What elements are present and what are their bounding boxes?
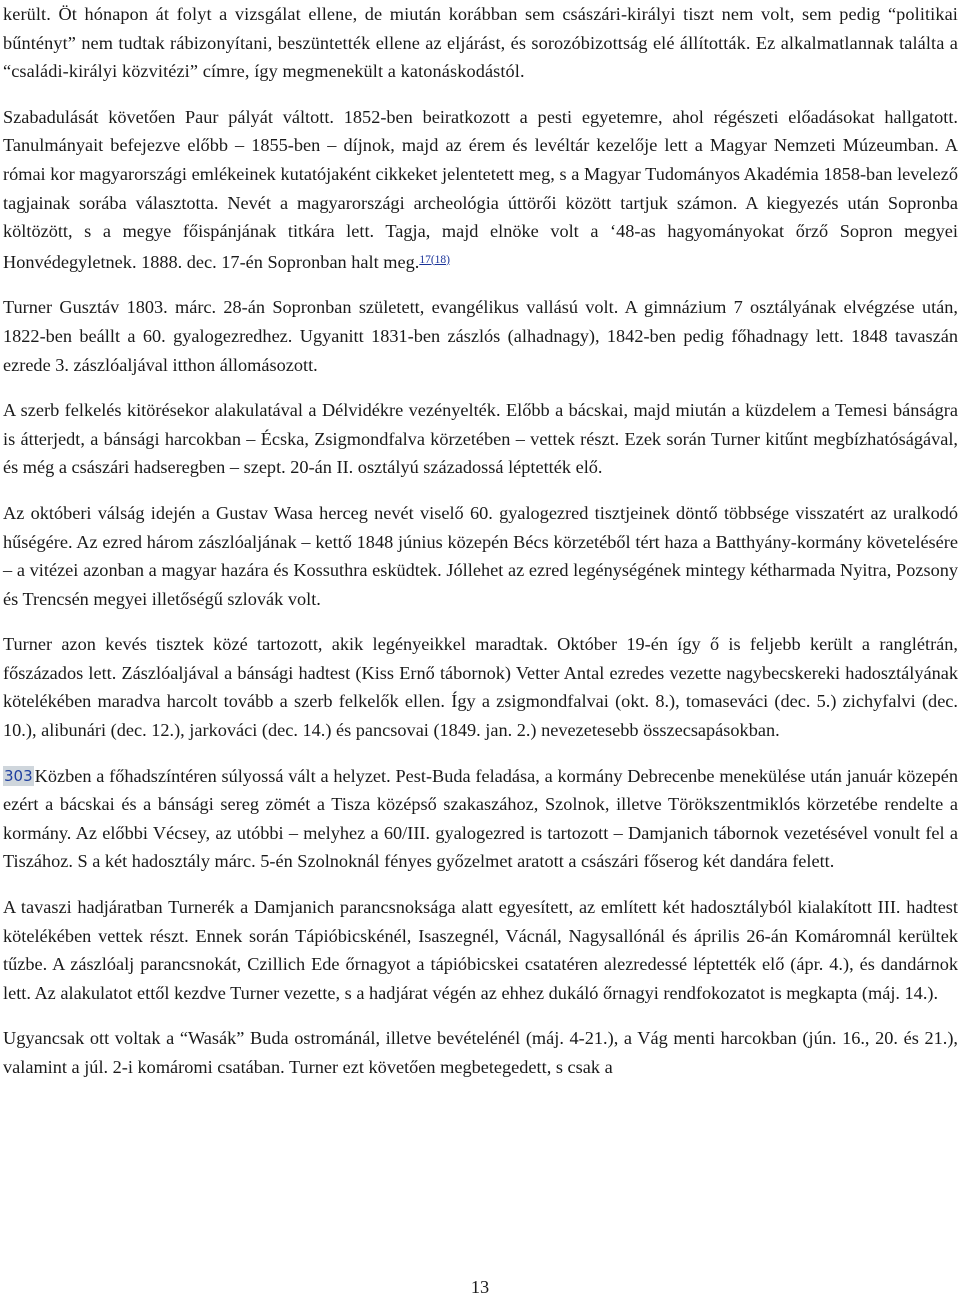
footnote-link[interactable]: 17(18)	[419, 253, 450, 266]
paragraph-gap	[3, 86, 958, 103]
page-marker[interactable]: 303	[4, 766, 33, 785]
paragraph-october-crisis	[3, 499, 958, 613]
paragraph-text: Az októberi válság idején a Gustav Wasa herceg nevét viselő 60. gyalogezred tisztjeinek döntő többsége visszatért az uralkodó hűségére. Az ezred három zászlóaljának – kettő 1848 június közepén Bécs körzetéből tért haza a Batthyány-kormány követelésére – a vitézei azonban a magyar hazára és Kossuthra esküdtek. Jóllehet az ezred legénységének mintegy kétharmada Nyitra, Pozsony és Trencsén megyei illetőségű szlovák volt.	[3, 502, 958, 609]
paragraph-main-theatre	[3, 762, 958, 876]
page-number: 13	[470, 1277, 490, 1297]
paragraph-gap	[3, 876, 958, 893]
paragraph-text: Ugyancsak ott voltak a “Wasák” Buda ostrománál, illetve bevételénél (máj. 4-21.), a Vág menti harcokban (jún. 16., 20. és 21.), valamint a júl. 2-i komáromi csatában. Turner ezt követően megbetegedett, s csak a	[3, 1028, 958, 1077]
paragraph-text: került. Öt hónapon át folyt a vizsgálat ellene, de miután korábban sem császári-királyi tiszt nem volt, sem pedig “politikai bűntényt” nem tudtak rábizonyítani, beszüntették ellene az eljárást, és sorozóbizottság elé állították. Ez alkalmatlannak találta a “családi-királyi közvitézi” címre, így megmenekült a katonáskodástól.	[3, 4, 958, 82]
paragraph-turner-birth	[3, 293, 958, 379]
paragraph-text: A szerb felkelés kitörésekor alakulatával a Délvidékre vezényelték. Előbb a bácskai, majd miután a küzdelem a Temesi bánságra is átterjedt, a bánsági harcokban – Écska, Zsigmondfalva körzetében – vettek részt. Ezek során Turner kitűnt megbízhatóságával, és még a császári hadseregben – szept. 20-án II. osztályú századossá léptették elő.	[3, 400, 958, 478]
paragraph-gap	[3, 482, 958, 499]
paragraph-text: Turner azon kevés tisztek közé tartozott, akik legényeikkel maradtak. Október 19-én így ő is feljebb került a ranglétrán, főszázados lett. Zászlóaljával a bánsági hadtest (Kiss Ernő tábornok) Vetter Antal ezredes vezette nagybecskereki hadosztályának kötelékében maradva harcolt tovább a szerb felkelők ellen. Így a zsigmondfalvai (okt. 8.), tomaseváci (dec. 5.) zichyfalvi (dec. 10.), alibunári (dec. 12.), jarkováci (dec. 14.) és pancsovai (1849. jan. 2.) nevezetesebb összecsapásokban.	[3, 634, 958, 741]
paragraph-buda-siege	[3, 1024, 958, 1081]
paragraph-text: Turner Gusztáv 1803. márc. 28-án Sopronban született, evangélikus vallású volt. A gimnázium 7 osztályának elvégzése után, 1822-ben beállt a 60. gyalogezredhez. Ugyanitt 1831-ben zászlós (alhadnagy), 1842-ben pedig főhadnagy lett. 1848 tavaszán ezrede 3. zászlóaljával itthon állomásozott.	[3, 297, 958, 375]
paragraph-turner-stays	[3, 630, 958, 744]
paragraph-spring-campaign	[3, 893, 958, 1007]
paragraph-gap	[3, 276, 958, 293]
document-page	[3, 0, 958, 1082]
paragraph-text: A tavaszi hadjáratban Turnerék a Damjanich parancsnoksága alatt egyesített, az említett két hadosztályból kialakított III. hadtest kötelékében vettek részt. Ennek során Tápióbicskénél, Isaszegnél, Vácnál, Nagysallónál és április 26-án Komáromnál kerültek tűzbe. A zászlóalj parancsnokát, Czillich Ede őrnagyot a tápióbicskei csatatéren alezredessé léptették elő (ápr. 4.), és dandárnok lett. Az alakulatot ettől kezdve Turner vezette, s a hadjárat végén az ehhez dukáló őrnagyi rendfokozatot is megkapta (máj. 14.).	[3, 897, 958, 1003]
paragraph-gap	[3, 379, 958, 396]
paragraph-serb-uprising	[3, 396, 958, 482]
paragraph-gap	[3, 613, 958, 630]
paragraph-gap	[3, 745, 958, 762]
paragraph-gap	[3, 1007, 958, 1024]
paragraph-paur-arrest	[3, 0, 958, 86]
paragraph-text: Közben a főhadszíntéren súlyossá vált a helyzet. Pest-Buda feladása, a kormány Debrecenbe menekülése után január közepén ezért a bácskai és a bánsági sereg zömét a Tisza középső szakaszához, Szolnok, illetve Törökszentmiklós körzetébe rendelte a kormány. Az előbbi Vécsey, az utóbbi – melyhez a 60/III. gyalogezred is tartozott – Damjanich tábornok vezetésével vonult fel a Tiszához. S a két hadosztály márc. 5-én Szolnoknál fényes győzelmet aratott a császári főserog két dandára felett.	[3, 765, 958, 872]
paragraph-paur-career	[3, 103, 958, 277]
paragraph-text: Szabadulását követően Paur pályát váltott. 1852-ben beiratkozott a pesti egyetemre, ahol régészeti előadásokat hallgatott. Tanulmányait befejezve előbb – 1855-ben – díjnok, majd az érem és levéltár kezelője lett a Magyar Nemzeti Múzeumban. A római kor magyarországi emlékeinek kutatójaként cikkeket jelentetett meg, s a Magyar Tudományos Akadémia 1858-ban levelező tagjainak sorába választotta. Nevét a magyarországi archeológia úttörői között tartjuk számon. A kiegyezés után Sopronba költözött, s a megye főispánjának titkára lett. Tagja, majd elnöke volt a ‘48-as hagyományokat őrző Sopron megyei Honvédegyletnek. 1888. dec. 17-én Sopronban halt meg.	[3, 106, 958, 272]
